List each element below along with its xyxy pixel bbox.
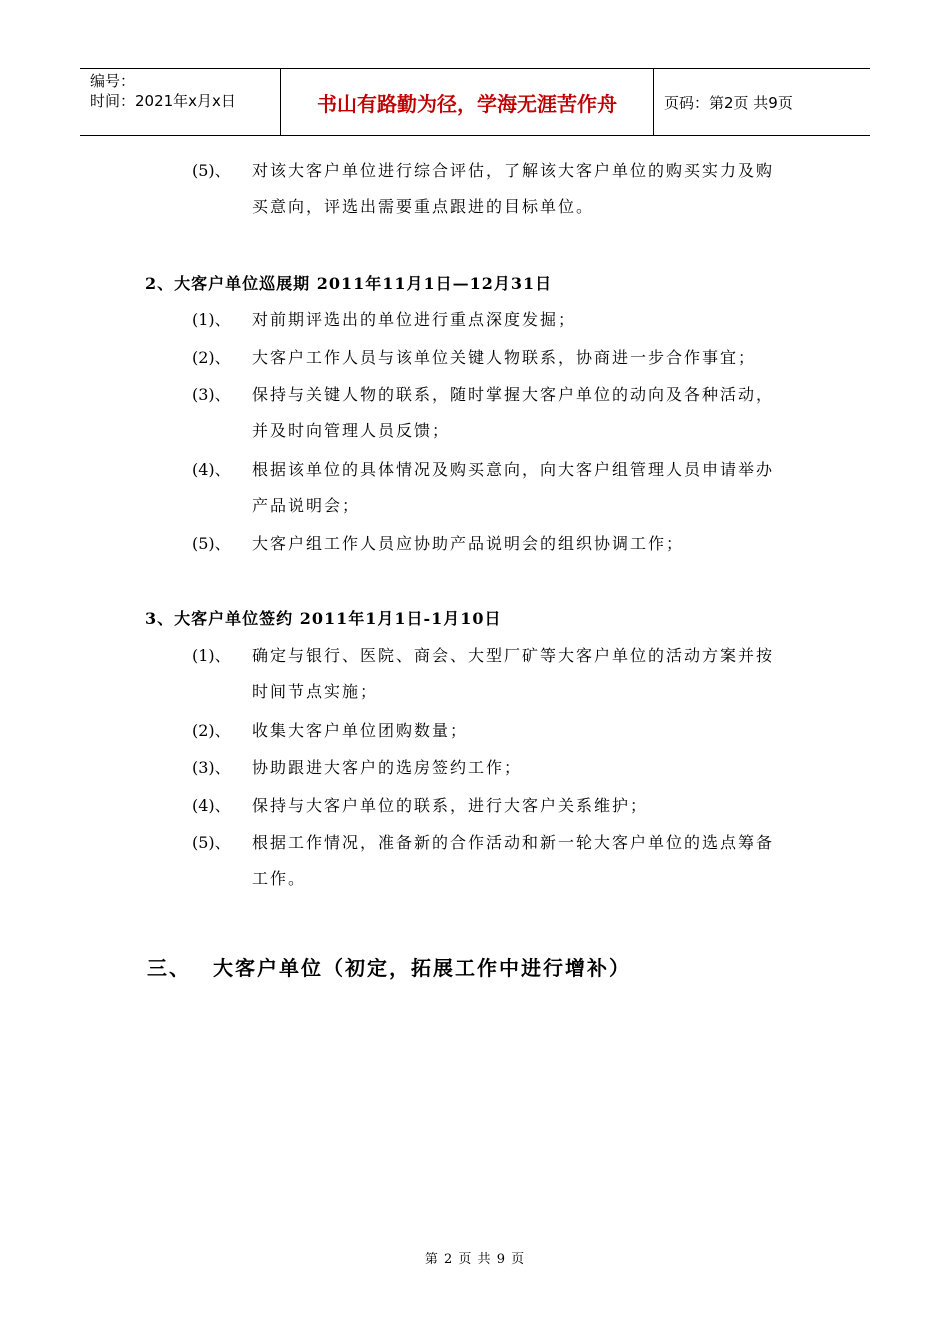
item-number: (3)、 bbox=[192, 385, 231, 404]
item-number: (1)、 bbox=[192, 310, 231, 329]
item-text-line: 协助跟进大客户的选房签约工作； bbox=[252, 758, 523, 777]
item-number: (4)、 bbox=[192, 796, 231, 815]
item-text-line: 买意向，评选出需要重点跟进的目标单位。 bbox=[252, 197, 595, 216]
section-heading-2: 2、大客户单位巡展期 2011年11月1日—12月31日 bbox=[145, 274, 553, 293]
item-number: (2)、 bbox=[192, 721, 231, 740]
item-text-line: 大客户组工作人员应协助产品说明会的组织协调工作； bbox=[252, 534, 685, 553]
item-number: (2)、 bbox=[192, 348, 231, 367]
item-text-line: 工作。 bbox=[252, 869, 307, 888]
major-heading-number: 三、 bbox=[147, 956, 191, 980]
page-footer: 第 2 页 共 9 页 bbox=[424, 1252, 526, 1267]
item-text-line: 根据工作情况，准备新的合作活动和新一轮大客户单位的选点筹备 bbox=[252, 833, 775, 852]
item-text-line: 对前期评选出的单位进行重点深度发掘； bbox=[252, 310, 577, 329]
item-text-line: 对该大客户单位进行综合评估，了解该大客户单位的购买实力及购 bbox=[252, 161, 775, 180]
item-text-line: 收集大客户单位团购数量； bbox=[252, 721, 469, 740]
doc-time-label: 时间：2021年x月x日 bbox=[90, 92, 236, 110]
item-text-line: 大客户工作人员与该单位关键人物联系，协商进一步合作事宜； bbox=[252, 348, 757, 367]
item-text-line: 确定与银行、医院、商会、大型厂矿等大客户单位的活动方案并按 bbox=[252, 646, 775, 665]
doc-number-label: 编号： bbox=[90, 72, 136, 90]
item-text-line: 保持与大客户单位的联系，进行大客户关系维护； bbox=[252, 796, 649, 815]
major-heading-title: 大客户单位（初定，拓展工作中进行增补） bbox=[213, 956, 631, 980]
header-motto: 书山有路勤为径，学海无涯苦作舟 bbox=[280, 69, 654, 135]
page-header bbox=[80, 68, 870, 136]
item-number: (5)、 bbox=[192, 534, 231, 553]
item-number: (5)、 bbox=[192, 161, 231, 180]
item-number: (1)、 bbox=[192, 646, 231, 665]
header-page-label: 页码：第2页 共9页 bbox=[664, 93, 793, 112]
section-heading-3: 3、大客户单位签约 2011年1月1日-1月10日 bbox=[145, 609, 502, 628]
item-text-line: 时间节点实施； bbox=[252, 682, 379, 701]
item-text-line: 保持与关键人物的联系，随时掌握大客户单位的动向及各种活动， bbox=[252, 385, 775, 404]
header-meta bbox=[80, 69, 280, 135]
item-number: (4)、 bbox=[192, 460, 231, 479]
item-text-line: 根据该单位的具体情况及购买意向，向大客户组管理人员申请举办 bbox=[252, 460, 775, 479]
item-number: (3)、 bbox=[192, 758, 231, 777]
item-text-line: 并及时向管理人员反馈； bbox=[252, 421, 451, 440]
item-text-line: 产品说明会； bbox=[252, 496, 361, 515]
item-number: (5)、 bbox=[192, 833, 231, 852]
major-heading bbox=[147, 953, 631, 983]
